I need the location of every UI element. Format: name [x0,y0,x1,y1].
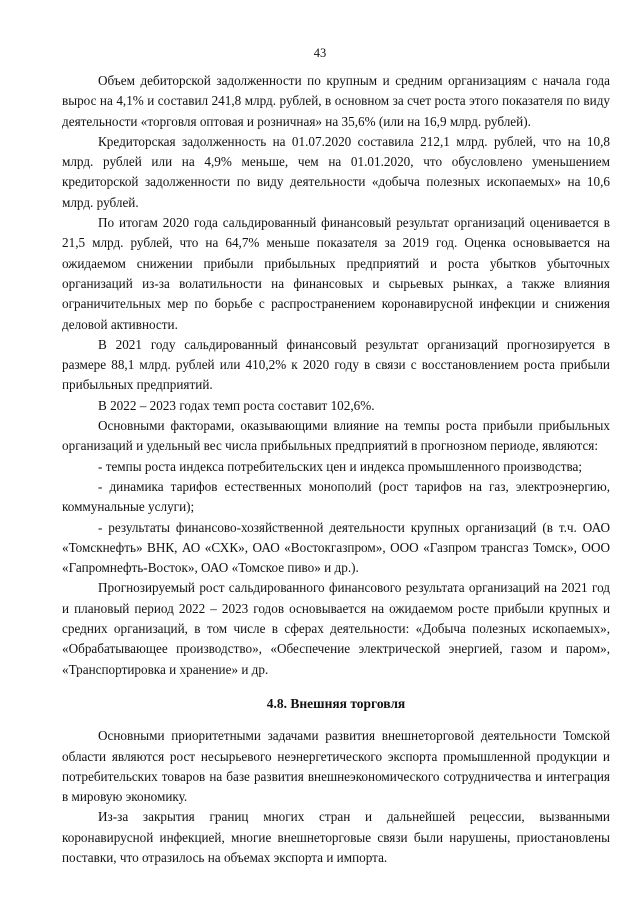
paragraph-financial-result-2020: По итогам 2020 года сальдированный финансовый результат организаций оценивается в 21,5 млрд. рублей, что на 64,7% меньше показателя за 2019 год. Оценка основывается на ожидаемом снижении прибыли прибыльных предприятий и роста убытков убыточных организаций из-за волатильности на финансовых и сырьевых рынках, а также влияния ограничительных мер по борьбе с распространением коронавирусной инфекции и снижения деловой активности. [62,215,610,332]
paragraph-factors-intro: Основными факторами, оказывающими влияние на темпы роста прибыли прибыльных организаций и удельный вес числа прибыльных предприятий в прогнозном периоде, являются: [62,418,610,454]
list-item: - динамика тарифов естественных монополий (рост тарифов на газ, электроэнергию, коммунальные услуги); [62,478,610,515]
paragraph-trade-priorities: Основными приоритетными задачами развития внешнеторговой деятельности Томской области являются рост несырьевого неэнергетического экспорта промышленной продукции и потребительских товаров на базе развития внешнеэкономического сотрудничества и интеграция в мировую экономику. [62,728,610,805]
paragraph-financial-result-2021: В 2021 году сальдированный финансовый результат организаций прогнозируется в размере 88,1 млрд. рублей или 410,2% к 2020 году в связи с восстановлением роста прибыли прибыльных предприятий. [62,336,610,393]
paragraph-receivables: Объем дебиторской задолженности по крупным и средним организациям с начала года вырос на 4,1% и составил 241,8 млрд. рублей, в основном за счет роста этого показателя по виду деятельности «торговля оптовая и розничная» на 35,6% (или на 16,9 млрд. рублей). [62,73,610,129]
paragraph-forecast-growth: Прогнозируемый рост сальдированного финансового результата организаций на 2021 год и плановый период 2022 – 2023 годов основывается на ожидаемом росте прибыли крупных и средних организаций, в том числе в сферах деятельности: «Добыча полезных ископаемых», «Обрабатывающее производство», «Обеспечение электрической энергией, газом и паром», «Транспортировка и хранение» и др. [62,580,610,677]
section-heading: 4.8. Внешняя торговля [266,695,406,711]
page-content [62,71,610,868]
paragraph-trade-disruption: Из-за закрытия границ многих стран и дальнейшей рецессии, вызванными коронавирусной инфекцией, многие внешнеторговые связи были нарушены, приостановлены поставки, что отразилось на объемах экспорта и импорта. [62,809,610,865]
paragraph-payables: Кредиторская задолженность на 01.07.2020 составила 212,1 млрд. рублей, что на 10,8 млрд. рублей или на 4,9% меньше, чем на 01.01.2020, что обусловлено уменьшением кредиторской задолженности по виду деятельности «добыча полезных ископаемых» на 10,6 млрд. рублей. [62,133,610,210]
list-item: - результаты финансово-хозяйственной деятельности крупных организаций (в т.ч. ОАО «Томскнефть» ВНК, АО «СХК», ОАО «Востокгазпром», ООО «Газпром трансгаз Томск», ООО «Гапромнефть-Восток», ОАО «Томское пиво» и др.). [62,519,610,576]
page-number: 43 [313,46,327,60]
list-item: - темпы роста индекса потребительских цен и индекса промышленного производства; [98,458,583,474]
paragraph-growth-2022-2023: В 2022 – 2023 годах темп роста составит 102,6%. [98,397,375,413]
